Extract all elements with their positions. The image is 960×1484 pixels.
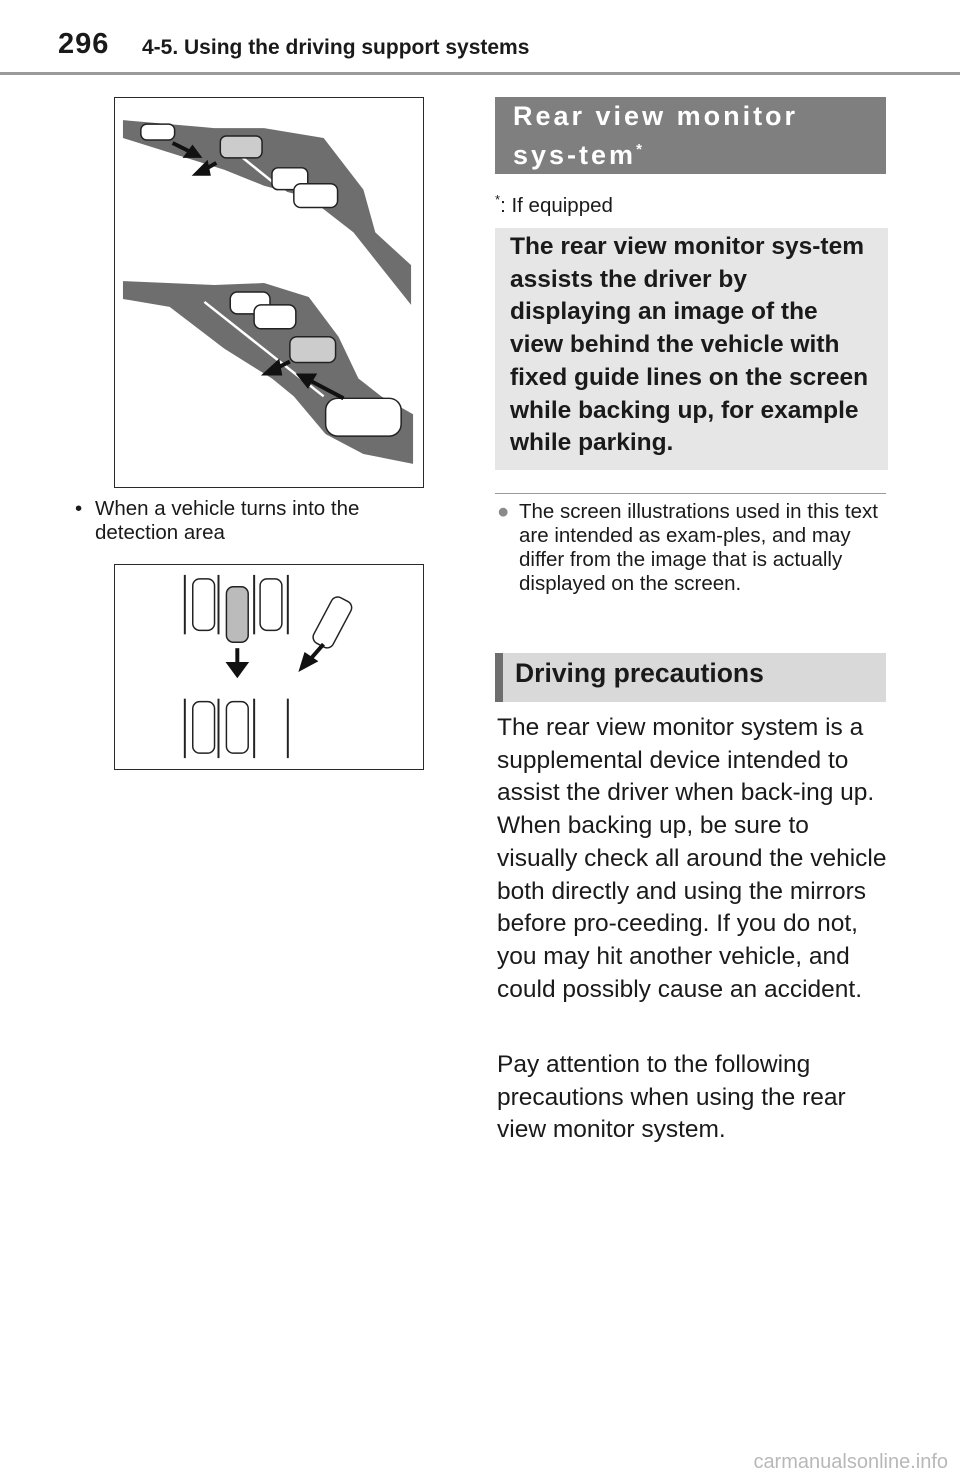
figure-1-caption: [75, 497, 420, 545]
footnote-asterisk: *: [495, 192, 501, 207]
rear-view-heading-text: Rear view monitor sys-tem: [513, 101, 799, 170]
bullet-text: When a vehicle turns into the detection area: [95, 497, 360, 544]
heading-asterisk: *: [636, 141, 642, 158]
header-rule: [0, 72, 960, 75]
paragraph-2: Pay attention to the following precautions when using the rear view monitor system.: [497, 1051, 846, 1144]
screen-illustration-note: [497, 500, 887, 596]
rear-view-monitor-heading: [495, 97, 886, 174]
paragraph-1: The rear view monitor system is a supplemental device intended to assist the driver when back-ing up. When backing up, be sure to visually check all around the vehicle both directly and using the mirrors before pro-ceeding. If you do not, you may hit another vehicle, and could possibly cause an accident.: [497, 714, 887, 1003]
parking-illustration-figure: [114, 564, 424, 770]
note-divider: [495, 493, 886, 494]
page-number: 296: [58, 28, 110, 60]
watermark: carmanualsonline.info: [753, 1451, 948, 1473]
section-title: 4-5. Using the driving support systems: [142, 36, 530, 59]
parking-lot-vehicle-turning-illustration: [115, 565, 423, 769]
driving-precautions-label: Driving precautions: [515, 658, 764, 688]
road-illustration-figure: [114, 97, 424, 488]
driving-precautions-heading: [495, 653, 886, 702]
note-bullet-icon: ●: [497, 500, 510, 523]
heading-accent-bar: [495, 653, 503, 702]
bullet-mark: •: [75, 497, 83, 520]
summary-box: The rear view monitor sys-tem assists the driver by displaying an image of the view behind the vehicle with fixed guide lines on the screen while backing up, for example while parking.: [495, 228, 888, 470]
if-equipped-text: : If equipped: [500, 193, 613, 217]
vehicles-approaching-road-illustration: [115, 98, 423, 487]
if-equipped-note: [495, 192, 613, 218]
note-text: The screen illustrations used in this text are intended as exam-ples, and may differ from the image that is actually displayed on the screen.: [519, 500, 878, 595]
